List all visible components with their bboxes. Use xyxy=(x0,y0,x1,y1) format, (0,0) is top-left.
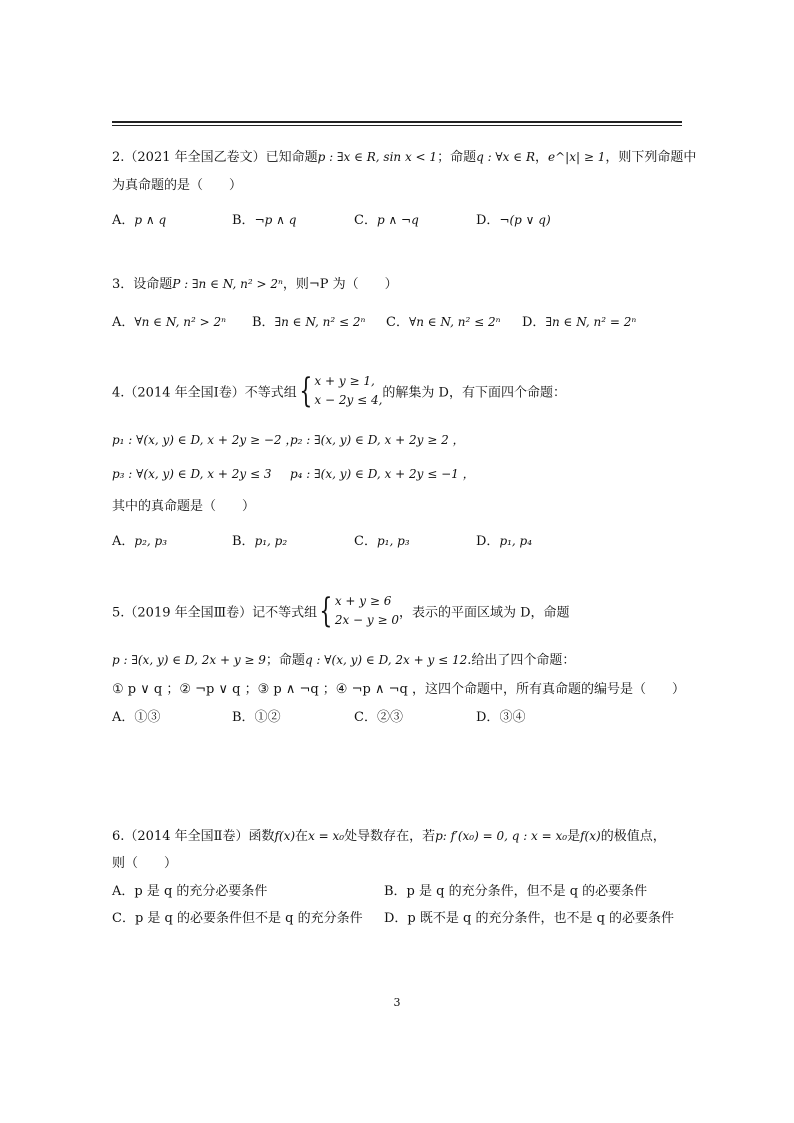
option-content: ①③ xyxy=(134,710,161,725)
q4-option-d[interactable] xyxy=(476,531,532,552)
option-letter: C． xyxy=(354,213,377,228)
q5-option-d[interactable] xyxy=(476,708,525,728)
q2-option-a[interactable] xyxy=(112,210,166,231)
option-content: ∀n ∈ N, n² ≤ 2ⁿ xyxy=(408,315,501,329)
q3-option-d[interactable] xyxy=(522,312,636,333)
page-number: 3 xyxy=(393,996,401,1009)
q5-system-row2: 2x − y ≥ 0 xyxy=(334,613,399,627)
option-letter: A． xyxy=(112,213,135,228)
q5-brace: { xyxy=(319,591,333,631)
q5-stem-suffix: ，表示的平面区域为 D，命题 xyxy=(399,605,570,621)
q2-stem-prefix: 2.（2021 年全国乙卷文）已知命题 xyxy=(112,150,318,165)
q3-stem-suffix: ，则¬P 为（ ） xyxy=(282,277,398,292)
q5-stem-tail: .给出了四个命题： xyxy=(467,653,576,668)
q2-stem-line1 xyxy=(112,147,696,168)
option-letter: D． xyxy=(476,213,500,228)
header-rule-thick xyxy=(112,121,682,123)
q5-stem-mid: ；命题 xyxy=(265,653,305,668)
q6-pq-definition: p: f′(x₀) = 0, q : x = x₀ xyxy=(435,829,568,843)
q4-option-a[interactable] xyxy=(112,531,167,552)
option-content: p₂, p₃ xyxy=(134,534,168,548)
q6-option-a[interactable]: A．p 是 q 的充分必要条件 xyxy=(112,884,268,899)
q4-stem xyxy=(112,372,566,410)
q2-p-definition: p : ∃x ∈ R, sin x < 1 xyxy=(317,150,438,164)
q6-option-b[interactable]: B．p 是 q 的充分条件，但不是 q 的必要条件 xyxy=(384,884,648,899)
option-letter: C． xyxy=(354,710,377,725)
q6-is: 是 xyxy=(567,829,581,844)
q2-option-c[interactable] xyxy=(354,210,419,231)
option-content: p₁, p₃ xyxy=(376,534,410,548)
q6-stem-suffix: 的极值点， xyxy=(600,829,666,844)
q4-stem-suffix: 的解集为 D，有下面四个命题： xyxy=(382,385,566,401)
q6-function: f(x) xyxy=(274,829,296,843)
q3-stem-prefix: 3．设命题 xyxy=(112,277,173,292)
option-content: p₁, p₄ xyxy=(499,534,533,548)
q4-option-b[interactable] xyxy=(232,531,287,552)
q3-option-a[interactable] xyxy=(112,312,226,333)
option-content: ∃n ∈ N, n² = 2ⁿ xyxy=(545,315,637,329)
q6-stem-line2: 则（ ） xyxy=(112,856,178,871)
q5-stem-line3: ① p ∨ q ；② ¬p ∨ q ；③ p ∧ ¬q ；④ ¬p ∧ ¬q ，这四个命题中，所有真命题的编号是（ ） xyxy=(112,682,685,697)
option-letter: C． xyxy=(354,534,377,549)
q5-option-b[interactable] xyxy=(232,708,281,728)
header-rule-thin xyxy=(112,125,682,126)
q4-proposition-p1: p₁ : ∀(x, y) ∈ D, x + 2y ≥ −2 ， xyxy=(112,433,298,447)
option-letter: A． xyxy=(112,534,135,549)
q6-option-d[interactable]: D．p 既不是 q 的充分条件，也不是 q 的必要条件 xyxy=(384,911,675,926)
q5-system-row1: x + y ≥ 6 xyxy=(334,594,392,608)
q4-question: 其中的真命题是（ ） xyxy=(112,499,256,514)
q2-q-definition: q : ∀x ∈ R xyxy=(476,150,535,164)
q2-comma: ， xyxy=(535,150,549,165)
option-content: ①② xyxy=(254,710,281,725)
q2-option-b[interactable] xyxy=(232,210,296,231)
option-letter: D． xyxy=(476,534,500,549)
q4-proposition-p2: p₂ : ∃(x, y) ∈ D, x + 2y ≥ 2 ， xyxy=(290,433,465,447)
q5-inequality-system xyxy=(335,592,399,630)
q4-option-c[interactable] xyxy=(354,531,410,552)
q4-inequality-system xyxy=(314,372,382,410)
q4-system-row1: x + y ≥ 1, xyxy=(314,374,375,388)
option-letter: A． xyxy=(112,315,135,330)
option-content: ∃n ∈ N, n² ≤ 2ⁿ xyxy=(274,315,366,329)
option-content: p ∧ ¬q xyxy=(376,213,419,227)
q6-stem-prefix: 6.（2014 年全国Ⅱ卷）函数 xyxy=(112,829,275,844)
q3-p-definition: P : ∃n ∈ N, n² > 2ⁿ xyxy=(172,277,283,291)
q6-function-2: f(x) xyxy=(580,829,601,843)
option-letter: B． xyxy=(232,710,255,725)
q6-stem-line1 xyxy=(112,826,666,847)
q2-option-d[interactable] xyxy=(476,210,551,231)
q5-option-a[interactable] xyxy=(112,708,160,728)
option-letter: B． xyxy=(232,213,255,228)
option-content: ¬p ∧ q xyxy=(254,213,297,227)
q4-stem-prefix: 4.（2014 年全国Ⅰ卷）不等式组 xyxy=(112,385,297,401)
q5-q-definition: q : ∀(x, y) ∈ D, 2x + y ≤ 12 xyxy=(304,653,468,667)
q4-system-row2: x − 2y ≤ 4, xyxy=(314,393,383,407)
option-letter: B． xyxy=(252,315,275,330)
option-letter: B． xyxy=(232,534,255,549)
q3-stem xyxy=(112,274,398,295)
option-content: ∀n ∈ N, n² > 2ⁿ xyxy=(134,315,226,329)
option-letter: C． xyxy=(386,315,409,330)
option-content: p₁, p₂ xyxy=(254,534,288,548)
option-content: ②③ xyxy=(376,710,403,725)
q4-brace: { xyxy=(299,371,313,411)
option-content: ③④ xyxy=(499,710,526,725)
q6-at: 在 xyxy=(295,829,309,844)
option-content: p ∧ q xyxy=(134,213,167,227)
q6-stem-mid: 处导数存在，若 xyxy=(344,829,436,844)
q5-stem xyxy=(112,592,570,630)
q2-stem-suffix: ，则下列命题中 xyxy=(605,150,697,165)
q5-p-definition: p : ∃(x, y) ∈ D, 2x + y ≥ 9 xyxy=(112,653,266,667)
option-content: ¬(p ∨ q) xyxy=(499,213,551,227)
q4-proposition-p3: p₃ : ∀(x, y) ∈ D, x + 2y ≤ 3 xyxy=(112,467,272,481)
q3-option-b[interactable] xyxy=(252,312,365,333)
q2-stem-line2: 为真命题的是（ ） xyxy=(112,178,243,193)
option-letter: A． xyxy=(112,710,135,725)
q6-option-c[interactable]: C．p 是 q 的必要条件但不是 q 的充分条件 xyxy=(112,911,363,926)
q4-proposition-p4: p₄ : ∃(x, y) ∈ D, x + 2y ≤ −1 ， xyxy=(290,467,475,481)
option-letter: D． xyxy=(522,315,546,330)
q6-point: x = x₀ xyxy=(308,829,345,843)
q2-stem-mid: ；命题 xyxy=(437,150,477,165)
q2-inequality: e^|x| ≥ 1 xyxy=(548,150,606,164)
q5-option-c[interactable] xyxy=(354,708,403,728)
option-letter: D． xyxy=(476,710,500,725)
q5-stem-prefix: 5.（2019 年全国Ⅲ卷）记不等式组 xyxy=(112,605,318,621)
q5-stem-line2 xyxy=(112,650,575,671)
q3-option-c[interactable] xyxy=(386,312,501,333)
